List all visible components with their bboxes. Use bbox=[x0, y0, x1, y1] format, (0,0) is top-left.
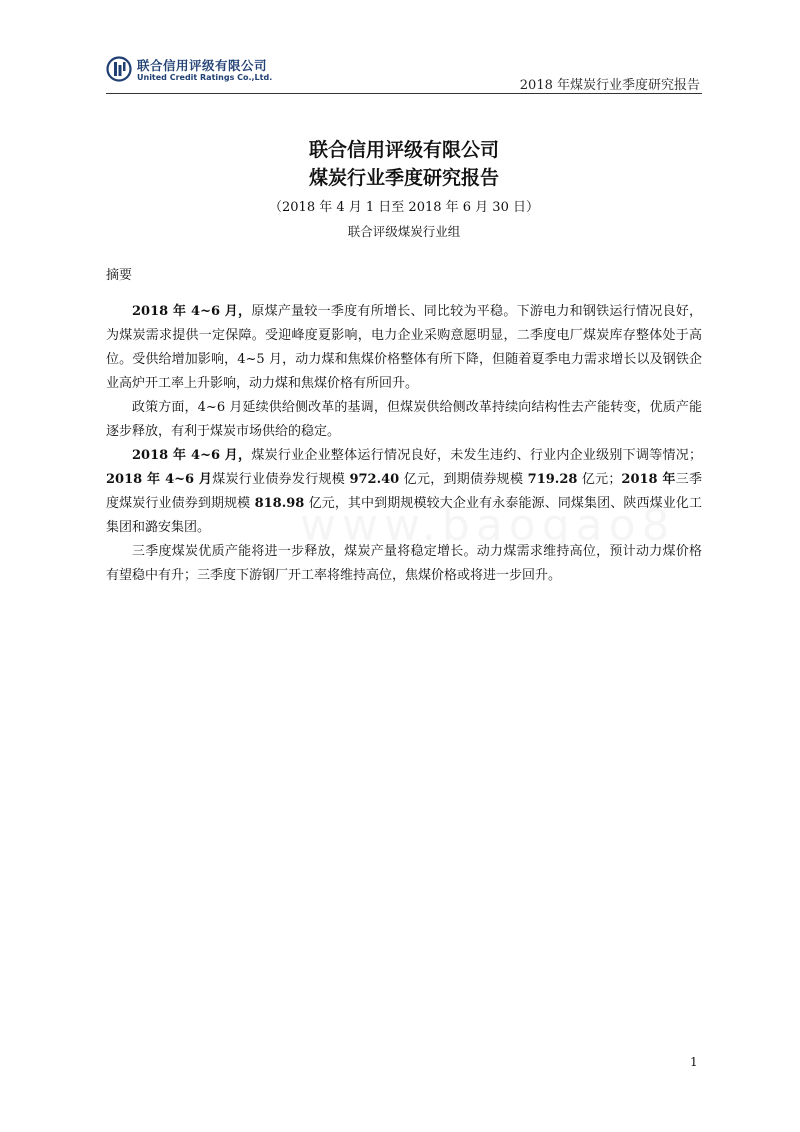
author-group: 联合评级煤炭行业组 bbox=[347, 224, 461, 239]
report-tag: 2018 年煤炭行业季度研究报告 bbox=[519, 78, 700, 93]
company-name-cn: 联合信用评级有限公司 bbox=[137, 58, 268, 73]
paragraph-1 bbox=[106, 300, 702, 396]
paragraph-1-text: 原煤产量较一季度有所增长、同比较为平稳。下游电力和钢铁运行情况良好，为煤炭需求提供一定保障。受迎峰度夏影响，电力企业采购意愿明显，二季度电厂煤炭库存整体处于高位。受供给增加影响，4~5 月，动力煤和焦煤价格整体有所下降，但随着夏季电力需求增长以及钢铁企业高炉开工率上升影响，动力煤和焦煤价格有所回升。 bbox=[106, 304, 702, 391]
paragraph-4: 三季度煤炭优质产能将进一步释放，煤炭产量将稳定增长。动力煤需求维持高位，预计动力煤价格有望稳中有升；三季度下游钢厂开工率将维持高位，焦煤价格或将进一步回升。 bbox=[106, 544, 702, 583]
abstract-heading: 摘要 bbox=[106, 268, 133, 283]
paragraph-3-text-c: 亿元，到期债券规模 bbox=[399, 472, 528, 487]
page-header bbox=[106, 52, 702, 92]
paragraph-3-text-d: 亿元； bbox=[577, 472, 622, 487]
issuance-amount: 972.40 bbox=[349, 472, 400, 487]
title-report: 煤炭行业季度研究报告 bbox=[308, 167, 499, 189]
paragraph-3-text-f: 亿元，其中到期规模较大企业有永泰能源、同煤集团、陕西煤业化工集团和潞安集团。 bbox=[106, 496, 702, 535]
paragraph-1-lead: 2018 年 4~6 月， bbox=[132, 304, 252, 319]
report-period: （2018 年 4 月 1 日至 2018 年 6 月 30 日） bbox=[269, 200, 539, 215]
page-number: 1 bbox=[690, 1055, 698, 1069]
company-logo-icon bbox=[106, 56, 132, 82]
header-divider bbox=[106, 93, 702, 94]
paragraph-3-text-b: 煤炭行业债券发行规模 bbox=[212, 472, 350, 487]
maturity-amount: 719.28 bbox=[527, 472, 578, 487]
paragraph-3-lead-e: 2018 年 bbox=[621, 472, 676, 487]
q3-maturity-amount: 818.98 bbox=[254, 496, 305, 511]
title-block bbox=[106, 136, 702, 244]
paragraph-2: 政策方面，4~6 月延续供给侧改革的基调，但煤炭供给侧改革持续向结构性去产能转变，优质产能逐步释放，有利于煤炭市场供给的稳定。 bbox=[106, 400, 702, 439]
paragraph-3-text-e: 三季度煤炭行业债券到期规模 bbox=[106, 472, 702, 511]
watermark bbox=[300, 500, 676, 551]
paragraph-3-text-a: 煤炭行业企业整体运行情况良好，未发生违约、行业内企业级别下调等情况； bbox=[251, 448, 702, 463]
title-company: 联合信用评级有限公司 bbox=[308, 139, 499, 161]
company-name-en: United Credit Ratings Co.,Ltd. bbox=[137, 73, 273, 82]
paragraph-3-lead: 2018 年 4~6 月， bbox=[132, 448, 252, 463]
paragraph-3-lead-b: 2018 年 4~6 月 bbox=[106, 472, 213, 487]
